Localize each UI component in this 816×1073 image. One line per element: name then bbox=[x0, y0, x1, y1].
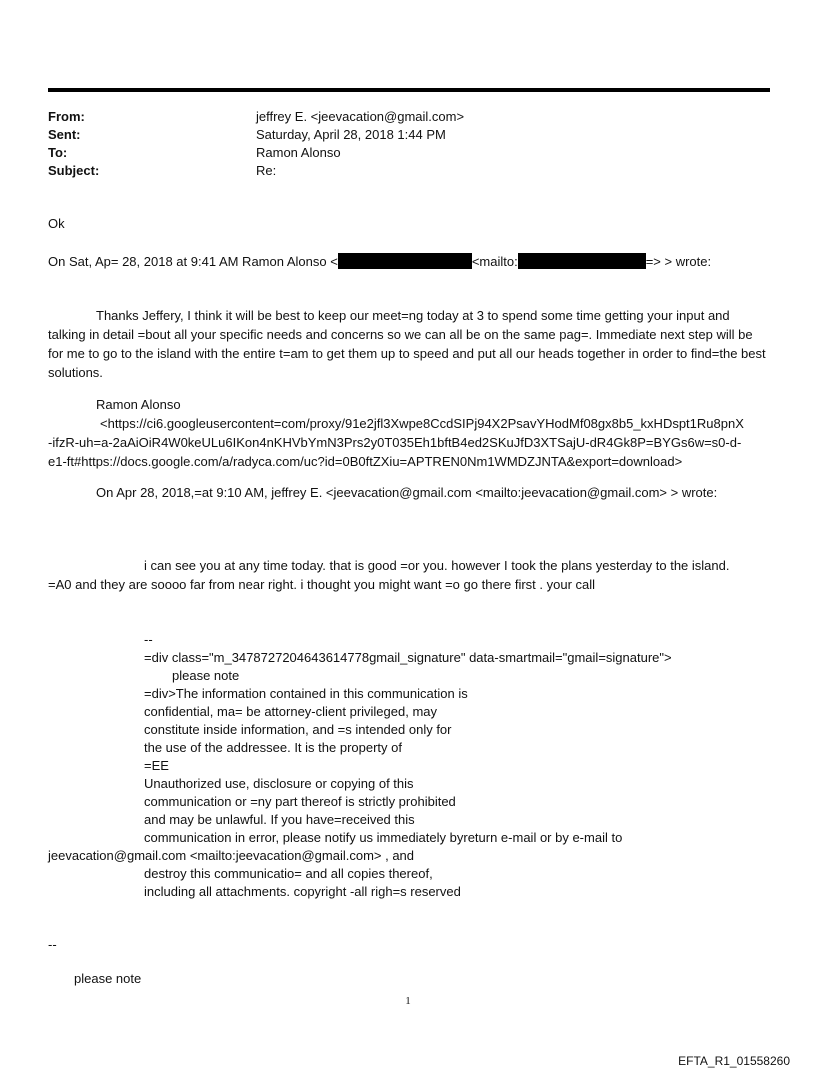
header-rule bbox=[48, 88, 770, 92]
jeff-message-line-2: =A0 and they are soooo far from near right. i thought you might want =o go there first . your call bbox=[48, 577, 596, 592]
jeff-message-line-1: i can see you at any time today. that is good =or you. however I took the plans yesterday to the island. bbox=[144, 558, 730, 573]
signature-name: Ramon Alonso bbox=[96, 397, 181, 412]
confidentiality-line: the use of the addressee. It is the property of bbox=[144, 740, 402, 755]
from-label: From: bbox=[48, 109, 85, 124]
confidentiality-line: =div>The information contained in this communication is bbox=[144, 686, 468, 701]
redaction-box bbox=[338, 253, 472, 269]
quote-intro-start: On Sat, Ap= 28, 2018 at 9:41 AM Ramon Alonso < bbox=[48, 254, 338, 269]
signature-dashes: -- bbox=[144, 632, 153, 647]
from-value: jeffrey E. <jeevacation@gmail.com> bbox=[256, 109, 465, 124]
sent-label: Sent: bbox=[48, 127, 81, 142]
confidentiality-line: Unauthorized use, disclosure or copying of this bbox=[144, 776, 414, 791]
confidentiality-line: and may be unlawful. If you have=received this bbox=[144, 812, 415, 827]
bottom-dashes: -- bbox=[48, 937, 57, 952]
confidentiality-line: communication in error, please notify us immediately byreturn e-mail or by e-mail to bbox=[144, 830, 623, 845]
confidentiality-email-line: jeevacation@gmail.com <mailto:jeevacation@gmail.com> , and bbox=[48, 848, 415, 863]
confidentiality-line: constitute inside information, and =s intended only for bbox=[144, 722, 452, 737]
quote-intro-end: => > wrote: bbox=[645, 254, 712, 269]
to-label: To: bbox=[48, 145, 68, 160]
thanks-paragraph: Thanks Jeffery, I think it will be best to keep our meet=ng today at 3 to spend some time getting your input and talking in detail =bout all your specific needs and concerns so we can all be on the same pag=. Immediate next step will be for me to go to the island with the entire t=am to get them up to speed and put all our heads together in order to find=the best solutions. bbox=[48, 308, 766, 380]
quote2-intro: On Apr 28, 2018,=at 9:10 AM, jeffrey E. <jeevacation@gmail.com <mailto:jeevacation@gmail.com> > wrote: bbox=[96, 485, 718, 500]
subject-value: Re: bbox=[256, 163, 277, 178]
bates-number: EFTA_R1_01558260 bbox=[678, 1054, 790, 1068]
redaction-box bbox=[518, 253, 646, 269]
to-value: Ramon Alonso bbox=[256, 145, 341, 160]
signature-div-tag: =div class="m_3478727204643614778gmail_signature" data-smartmail="gmail=signature"> bbox=[144, 650, 672, 665]
subject-label: Subject: bbox=[48, 163, 100, 178]
quote-intro bbox=[48, 253, 711, 271]
confidentiality-line: communication or =ny part thereof is strictly prohibited bbox=[144, 794, 456, 809]
confidentiality-line: including all attachments. copyright -all righ=s reserved bbox=[144, 884, 461, 899]
confidentiality-line: =EE bbox=[144, 758, 169, 773]
please-note-outer: please note bbox=[74, 971, 142, 986]
sent-value: Saturday, April 28, 2018 1:44 PM bbox=[256, 127, 446, 142]
confidentiality-line: confidential, ma= be attorney-client privileged, may bbox=[144, 704, 438, 719]
reply-text: Ok bbox=[48, 216, 65, 231]
page-number: 1 bbox=[405, 995, 411, 1007]
quote-intro-mailto: <mailto: bbox=[471, 254, 518, 269]
please-note-inner: please note bbox=[172, 668, 240, 683]
email-header bbox=[48, 108, 770, 182]
signature-link: <https://ci6.googleusercontent=com/proxy/91e2jfl3Xwpe8CcdSIPj94X2PsavYHodMf08gx8b5_kxHDspt1Ru8pnX-ifzR-uh=a-2aAiOiR4W0keULu6IKon4nKHVbYmN3Prs2y0T035Eh1bftB4ed2SKuJfD3XTSajU-dR4Gk8P=BYGs6w=s0-d-e1-ft#https://docs.google.com/a/radyca.com/uc?id=0B0ftZXiu=APTREN0Nm1WMDZJNTA&export=download> bbox=[48, 416, 744, 469]
confidentiality-line: destroy this communicatio= and all copies thereof, bbox=[144, 866, 433, 881]
